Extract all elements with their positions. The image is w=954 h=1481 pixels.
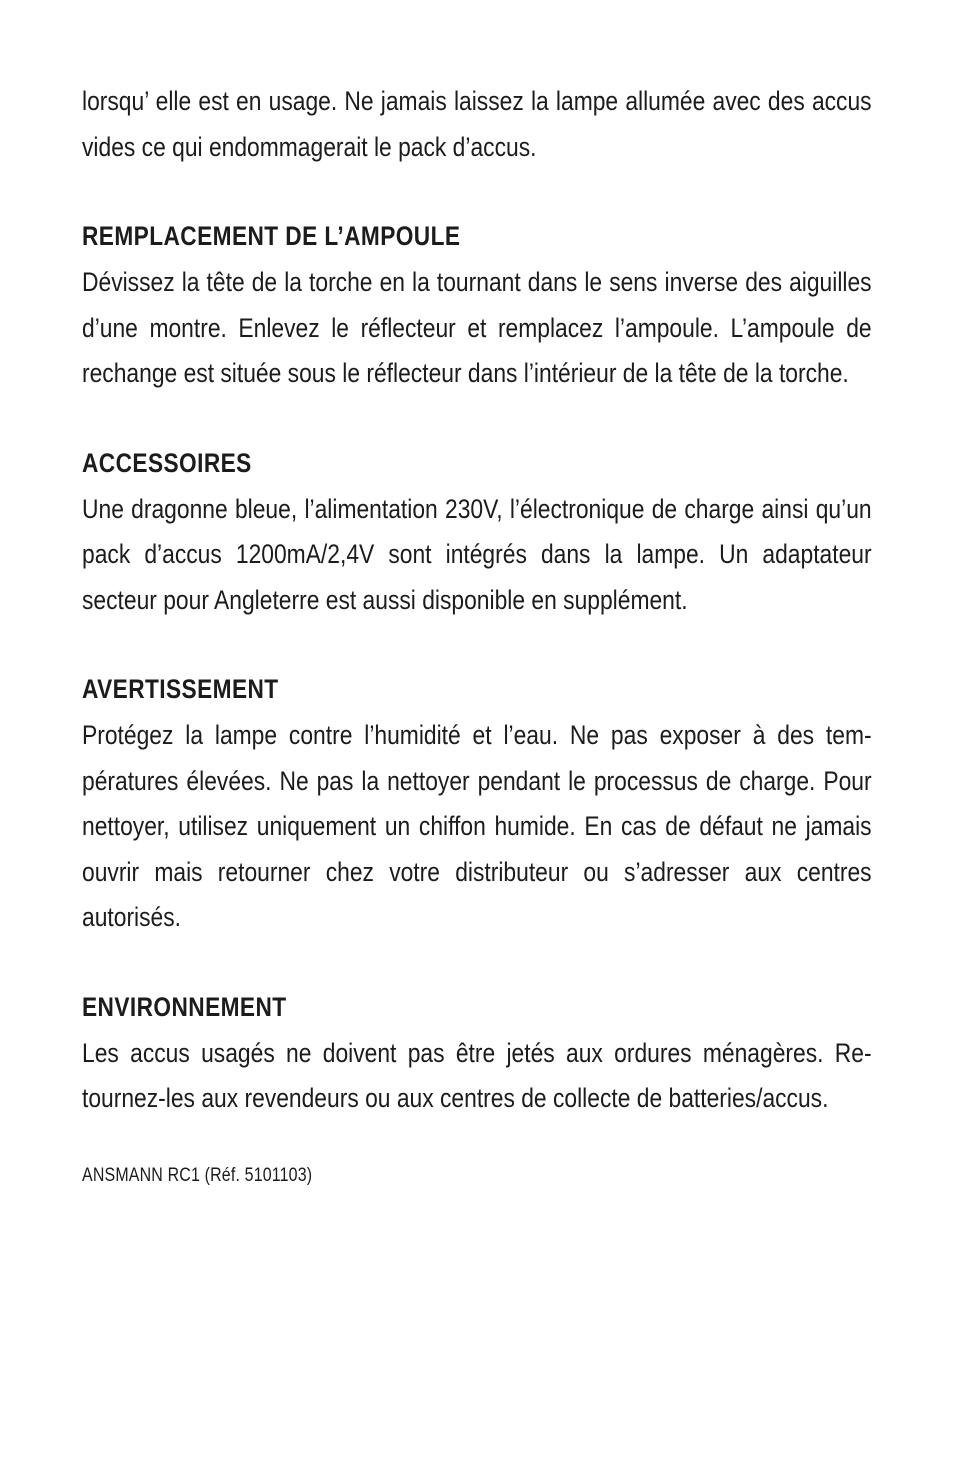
section-bulb-replacement — [82, 214, 872, 396]
section-environment — [82, 985, 872, 1121]
section-paragraph: Dévissez la tête de la torche en la tournant dans le sens inverse des aiguilles d’une montre. Enlevez le réflecteur et remplacez l’ampoule. L’ampoule de rechange est située sous le réflecteur dans l’intérieur de la tête de la torche. — [82, 266, 872, 388]
product-reference-text: ANSMANN RC1 (Réf. 5101103) — [82, 1164, 313, 1186]
section-heading — [82, 985, 872, 1030]
section-paragraph: Une dragonne bleue, l’alimentation 230V, l’électronique de charge ainsi qu’un pack d’accus 1200mA/2,4V sont intégrés dans la lampe. Un adaptateur secteur pour Angleterre est aussi disponible en supplément. — [82, 492, 872, 615]
document-page — [82, 78, 872, 1191]
section-paragraph: Les accus usagés ne doivent pas être jetés aux ordures ménagères. Retournez-les aux revendeurs ou aux centres de collecte de batteries/accus. — [82, 1036, 872, 1113]
section-paragraph: Protégez la lampe contre l’humidité et l’eau. Ne pas exposer à des températures élevées. Ne pas la nettoyer pendant le processus de charge. Pour nettoyer, utilisez uniquement un chiffon humide. En cas de défaut ne jamais ouvrir mais retourner chez votre distributeur ou s’adresser aux centres autorisés. — [82, 719, 872, 932]
section-heading — [82, 214, 872, 259]
intro-block — [82, 78, 872, 169]
section-heading — [82, 441, 872, 486]
section-heading-text: REMPLACEMENT DE L’AMPOULE — [82, 221, 461, 251]
section-heading-text: ACCESSOIRES — [82, 447, 252, 478]
section-accessories — [82, 441, 872, 623]
section-heading — [82, 667, 872, 712]
section-heading-text: ENVIRONNEMENT — [82, 991, 287, 1022]
intro-paragraph: lorsqu’ elle est en usage. Ne jamais laissez la lampe allumée avec des accus vides ce qui endommagerait le pack d’accus. — [82, 85, 872, 162]
section-warning — [82, 667, 872, 940]
section-heading-text: AVERTISSEMENT — [82, 674, 279, 704]
product-reference-footer — [82, 1161, 872, 1191]
